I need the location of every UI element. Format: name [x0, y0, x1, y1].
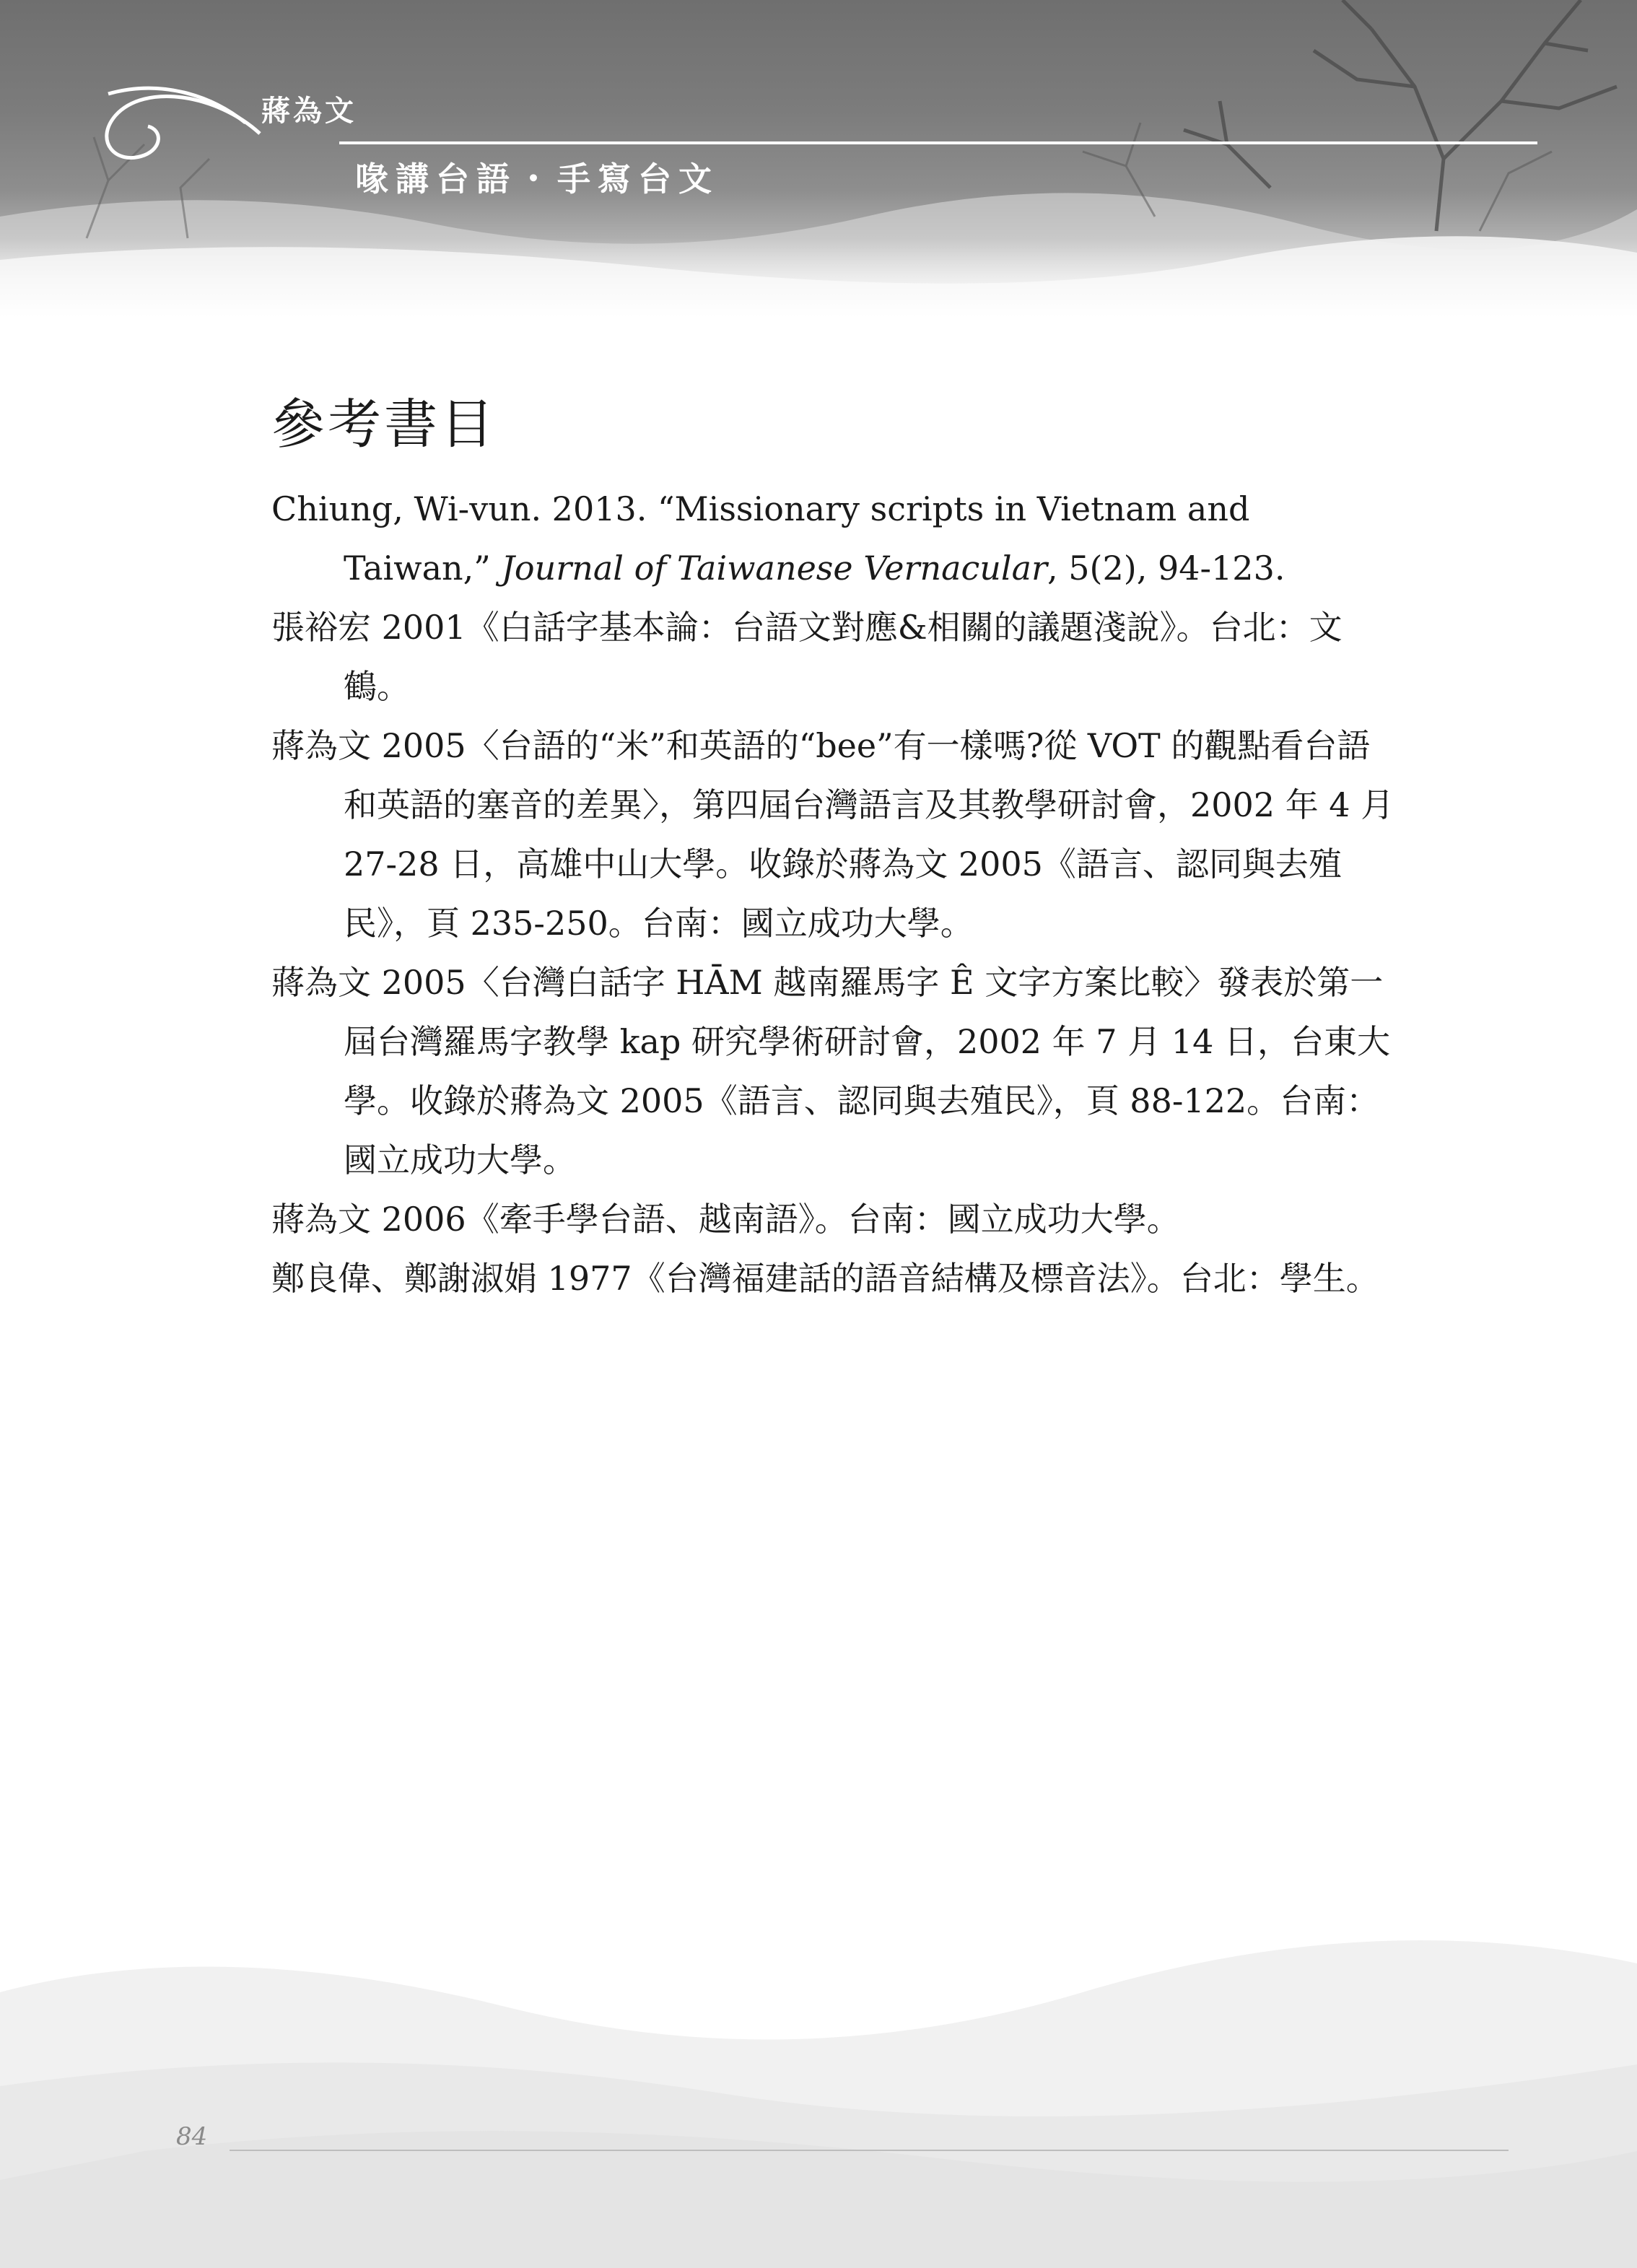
reference-text: , 5(2), 94-123.	[1047, 549, 1285, 588]
reference-entry: 蔣為文 2005〈台語的“米”和英語的“bee”有一樣嗎?從 VOT 的觀點看台語和英語的塞音的差異〉，第四屆台灣語言及其教學研討會，2002 年 4 月 27-28 日，高雄中山大學。收錄於蔣為文 2005《語言、認同與去殖民》，頁 235-250。台南：國立成功大學。	[271, 726, 1394, 943]
reference-entry: 張裕宏 2001《白話字基本論：台語文對應&相關的議題淺說》。台北：文鶴。	[271, 608, 1343, 706]
reference-text: Chiung, Wi-vun. 2013. “Missionary scripts in Vietnam and Taiwan,”	[271, 489, 1250, 588]
page-number: 84	[176, 2122, 208, 2151]
section-heading: 參考書目	[271, 393, 497, 455]
running-head-book-title: 喙講台語・手寫台文	[355, 160, 719, 199]
reference-list	[271, 479, 1397, 1308]
reference-entry: 蔣為文 2005〈台灣白話字 HĀM 越南羅馬字 Ê 文字方案比較〉發表於第一屆台灣羅馬字教學 kap 研究學術研討會，2002 年 7 月 14 日，台東大學。收錄於蔣為文 2005《語言、認同與去殖民》，頁 88-122。台南：國立成功大學。	[271, 963, 1390, 1179]
journal-title: Journal of Taiwanese Vernacular	[501, 549, 1048, 588]
footer-rule	[230, 2150, 1509, 2151]
swirl-ornament-icon	[107, 88, 260, 157]
tree-branch-icon	[1184, 0, 1617, 231]
running-head-author: 蔣為文	[261, 94, 357, 128]
ink-wash-texture	[0, 0, 1637, 318]
reference-entry: 鄭良偉、鄭謝淑娟 1977《台灣福建話的語音結構及標音法》。台北：學生。	[271, 1259, 1379, 1298]
header-banner	[0, 0, 1637, 318]
footer-ink-texture	[0, 1848, 1637, 2268]
reference-entry: 蔣為文 2006《牽手學台語、越南語》。台南：國立成功大學。	[271, 1200, 1180, 1239]
reference-entry	[271, 479, 1397, 598]
main-content	[271, 390, 1397, 1308]
